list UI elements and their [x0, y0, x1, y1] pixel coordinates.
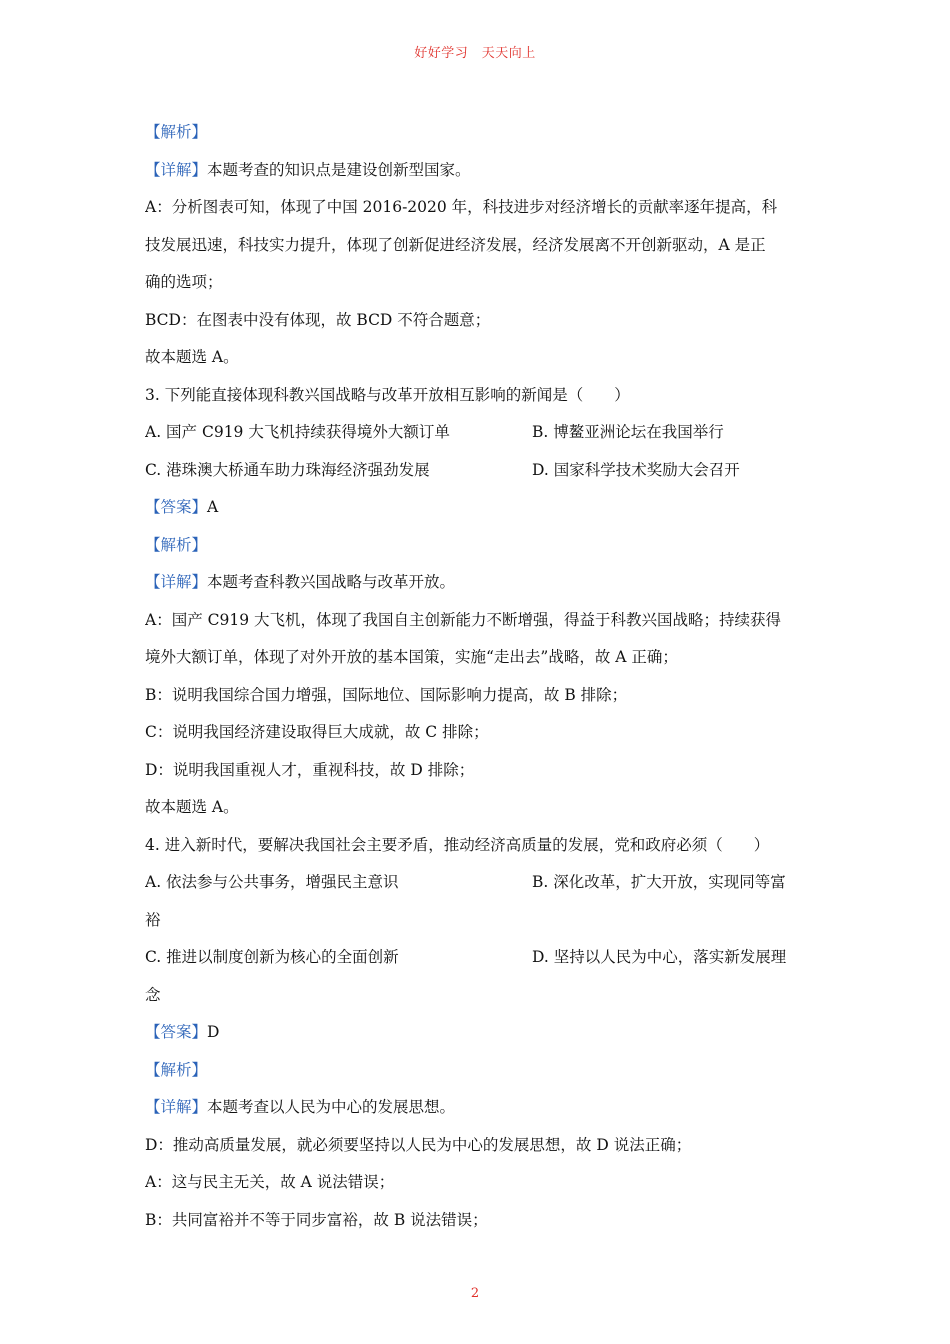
q2-a-line3: 确的选项； — [145, 273, 223, 291]
q4-detail — [145, 1093, 810, 1131]
q3-options-row1 — [145, 418, 810, 456]
q4-detail-text: 本题考查以人民为中心的发展思想。 — [207, 1098, 456, 1116]
q3-detail — [145, 568, 810, 606]
page-header: 好好学习 天天向上 — [414, 46, 536, 61]
q2-detail — [145, 156, 810, 194]
q3-detail-text: 本题考查科教兴国战略与改革开放。 — [207, 573, 456, 591]
q3-c-line: C：说明我国经济建设取得巨大成就，故 C 排除； — [145, 723, 489, 741]
q3-option-d: D. 国家科学技术奖励大会召开 — [532, 460, 740, 479]
q4-d-line: D：推动高质量发展，就必须要坚持以人民为中心的发展思想，故 D 说法正确； — [145, 1135, 692, 1154]
q3-answer-tag: 【答案】 — [145, 498, 208, 516]
page-number: 2 — [470, 1286, 480, 1301]
q4-option-c: C. 推进以制度创新为核心的全面创新 — [145, 948, 399, 966]
q4-answer-tag: 【答案】 — [145, 1023, 208, 1041]
q2-a-line1: A：分析图表可知，体现了中国 2016-2020 年，科技进步对经济增长的贡献率逐年提高，科 — [145, 198, 778, 216]
q3-conclusion: 故本题选 A。 — [145, 798, 239, 816]
q4-option-b: B. 深化改革，扩大开放，实现同等富 — [532, 873, 786, 891]
q2-detail-tag: 【详解】 — [145, 160, 208, 179]
q3-a-line1: A：国产 C919 大飞机，体现了我国自主创新能力不断增强，得益于科教兴国战略；持续获得 — [145, 610, 781, 629]
q2-a-line2: 技发展迅速，科技实力提升，体现了创新促进经济发展，经济发展离不开创新驱动，A 是正 — [145, 235, 766, 254]
q4-options-row2 — [145, 943, 810, 981]
q3-b-line: B：说明我国综合国力增强，国际地位、国际影响力提高，故 B 排除； — [145, 685, 628, 704]
q3-answer — [145, 493, 810, 531]
q4-options-row1 — [145, 868, 810, 906]
q3-analysis-tag: 【解析】 — [145, 535, 208, 554]
q4-stem: 4. 进入新时代，要解决我国社会主要矛盾，推动经济高质量的发展，党和政府必须（ ） — [145, 835, 770, 854]
document-body — [145, 118, 810, 1243]
q2-detail-text: 本题考查的知识点是建设创新型国家。 — [207, 160, 471, 179]
q3-option-a: A. 国产 C919 大飞机持续获得境外大额订单 — [145, 423, 450, 441]
q4-answer — [145, 1018, 810, 1056]
q3-options-row2 — [145, 456, 810, 494]
q3-option-c: C. 港珠澳大桥通车助力珠海经济强劲发展 — [145, 460, 430, 479]
q4-a-line: A：这与民主无关，故 A 说法错误； — [145, 1173, 395, 1191]
q4-b-line: B：共同富裕并不等于同步富裕，故 B 说法错误； — [145, 1210, 488, 1229]
q3-stem: 3. 下列能直接体现科教兴国战略与改革开放相互影响的新闻是（ ） — [145, 385, 630, 404]
q4-option-a: A. 依法参与公共事务，增强民主意识 — [145, 873, 399, 891]
q2-analysis-tag: 【解析】 — [145, 123, 208, 141]
q3-detail-tag: 【详解】 — [145, 573, 208, 591]
q4-option-d-continuation: 念 — [145, 985, 161, 1004]
q3-a-line2: 境外大额订单，体现了对外开放的基本国策，实施“走出去”战略，故 A 正确； — [145, 648, 678, 666]
q3-option-b: B. 博鳌亚洲论坛在我国举行 — [532, 423, 724, 441]
q4-detail-tag: 【详解】 — [145, 1098, 208, 1116]
q2-conclusion: 故本题选 A。 — [145, 348, 239, 366]
q2-bcd-line: BCD：在图表中没有体现，故 BCD 不符合题意； — [145, 310, 491, 329]
q4-option-d: D. 坚持以人民为中心，落实新发展理 — [532, 948, 787, 966]
q4-analysis-tag: 【解析】 — [145, 1060, 208, 1079]
q3-answer-value: A — [207, 498, 219, 516]
q4-option-b-continuation: 裕 — [145, 910, 161, 929]
q4-answer-value: D — [207, 1023, 220, 1041]
q3-d-line: D：说明我国重视人才，重视科技，故 D 排除； — [145, 760, 475, 779]
